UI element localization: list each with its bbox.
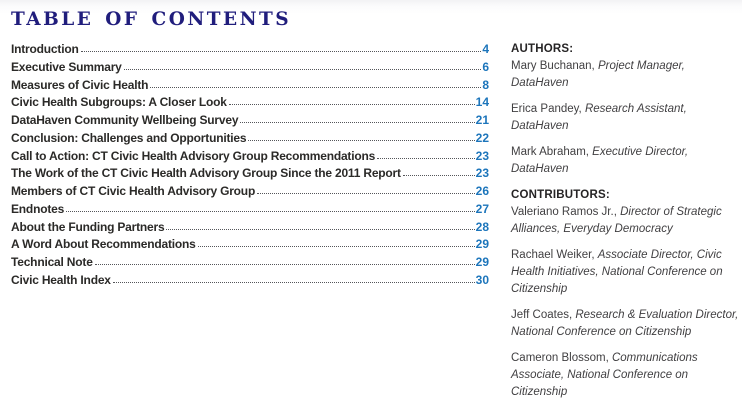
toc-entry-page-number: 14 (475, 95, 489, 110)
toc-entry-label: Members of CT Civic Health Advisory Group (11, 184, 256, 198)
credit-person (511, 247, 741, 298)
toc-entry-page-number: 26 (475, 184, 489, 198)
person-role: Communications Associate, National Conference on Citizenship (511, 352, 698, 398)
toc-entry-page-number: 23 (475, 166, 489, 181)
dot-leader (81, 51, 482, 52)
toc-entry-label: Conclusion: Challenges and Opportunities (11, 130, 247, 145)
toc-entry-label: Introduction (11, 42, 79, 56)
toc-entry[interactable] (11, 42, 489, 60)
credits-section-heading: CONTRIBUTORS: (511, 189, 610, 201)
toc-entry-label: The Work of the CT Civic Health Advisory Group Since the 2011 Report (11, 166, 401, 181)
credit-person (511, 307, 741, 341)
dot-leader (150, 87, 481, 88)
toc-entry-label: Executive Summary (11, 59, 122, 74)
person-name: Mary Buchanan, (511, 60, 598, 72)
credit-person (511, 58, 741, 92)
toc-entry-label: Civic Health Index (11, 272, 111, 287)
toc-entry-page-number: 30 (475, 272, 489, 287)
toc-entry[interactable] (11, 113, 489, 131)
toc-entry-page-number: 28 (475, 219, 489, 234)
credit-person (511, 101, 741, 135)
dot-leader (229, 104, 475, 105)
dot-leader (377, 158, 475, 159)
dot-leader (198, 246, 475, 247)
dot-leader (257, 193, 475, 194)
person-role: Associate Director, Civic Health Initiatives, National Conference on Citizenship (511, 249, 723, 295)
dot-leader (113, 282, 475, 283)
toc-entry[interactable] (11, 95, 489, 113)
credits-column (511, 41, 741, 410)
toc-entry[interactable] (11, 184, 489, 202)
person-role: Research & Evaluation Director, National Conference on Citizenship (511, 309, 739, 338)
toc-entry-label: Endnotes (11, 201, 65, 216)
toc-entry[interactable] (11, 78, 489, 96)
toc-entry-page-number: 29 (475, 237, 489, 252)
toc-entry-page-number: 23 (475, 148, 489, 163)
toc-entry-label: Call to Action: CT Civic Health Advisory Group Recommendations (11, 148, 376, 163)
toc-entry-label: A Word About Recommendations (11, 237, 196, 252)
toc-entry-page-number: 6 (482, 59, 489, 74)
toc-entry-label: Technical Note (11, 255, 93, 269)
credits-section-heading: AUTHORS: (511, 43, 574, 55)
toc-entry-page-number: 21 (475, 113, 489, 127)
toc-entry[interactable] (11, 166, 489, 184)
toc-entry[interactable] (11, 237, 489, 255)
toc-entry-page-number: 29 (475, 255, 489, 269)
toc-entry[interactable] (11, 202, 489, 220)
toc-entry-page-number: 8 (482, 77, 489, 92)
toc-entry-label: Measures of Civic Health (11, 77, 149, 92)
person-name: Erica Pandey, (511, 103, 585, 115)
person-name: Jeff Coates, (511, 309, 576, 321)
toc-entry-label: DataHaven Community Wellbeing Survey (11, 113, 239, 127)
credit-person (511, 144, 741, 178)
dot-leader (403, 175, 475, 176)
person-role: Project Manager, DataHaven (511, 60, 685, 89)
toc-entry-page-number: 27 (475, 201, 489, 216)
person-name: Rachael Weiker, (511, 249, 598, 261)
toc-entry[interactable] (11, 60, 489, 78)
toc-entry[interactable] (11, 255, 489, 273)
dot-leader (166, 229, 474, 230)
credit-person (511, 204, 741, 238)
toc-entry-label: About the Funding Partners (11, 219, 165, 234)
person-name: Cameron Blossom, (511, 352, 612, 364)
person-name: Valeriano Ramos Jr., (511, 206, 621, 218)
toc-entry-label: Civic Health Subgroups: A Closer Look (11, 95, 227, 110)
person-name: Mark Abraham, (511, 146, 593, 158)
person-role: Executive Director, DataHaven (511, 146, 689, 175)
toc-entry[interactable] (11, 220, 489, 238)
toc-entry[interactable] (11, 131, 489, 149)
credit-person (511, 350, 741, 401)
page-title: TABLE OF CONTENTS (11, 9, 292, 30)
person-role: Director of Strategic Alliances, Everyday Democracy (511, 206, 722, 235)
toc-entry-page-number: 4 (482, 42, 489, 56)
dot-leader (248, 140, 474, 141)
toc-entry-page-number: 22 (475, 130, 489, 145)
dot-leader (240, 122, 474, 123)
person-role: Research Assistant, DataHaven (511, 103, 687, 132)
toc-entry[interactable] (11, 273, 489, 291)
dot-leader (66, 211, 475, 212)
toc-list (11, 42, 489, 291)
dot-leader (124, 69, 482, 70)
toc-entry[interactable] (11, 149, 489, 167)
dot-leader (95, 264, 475, 265)
